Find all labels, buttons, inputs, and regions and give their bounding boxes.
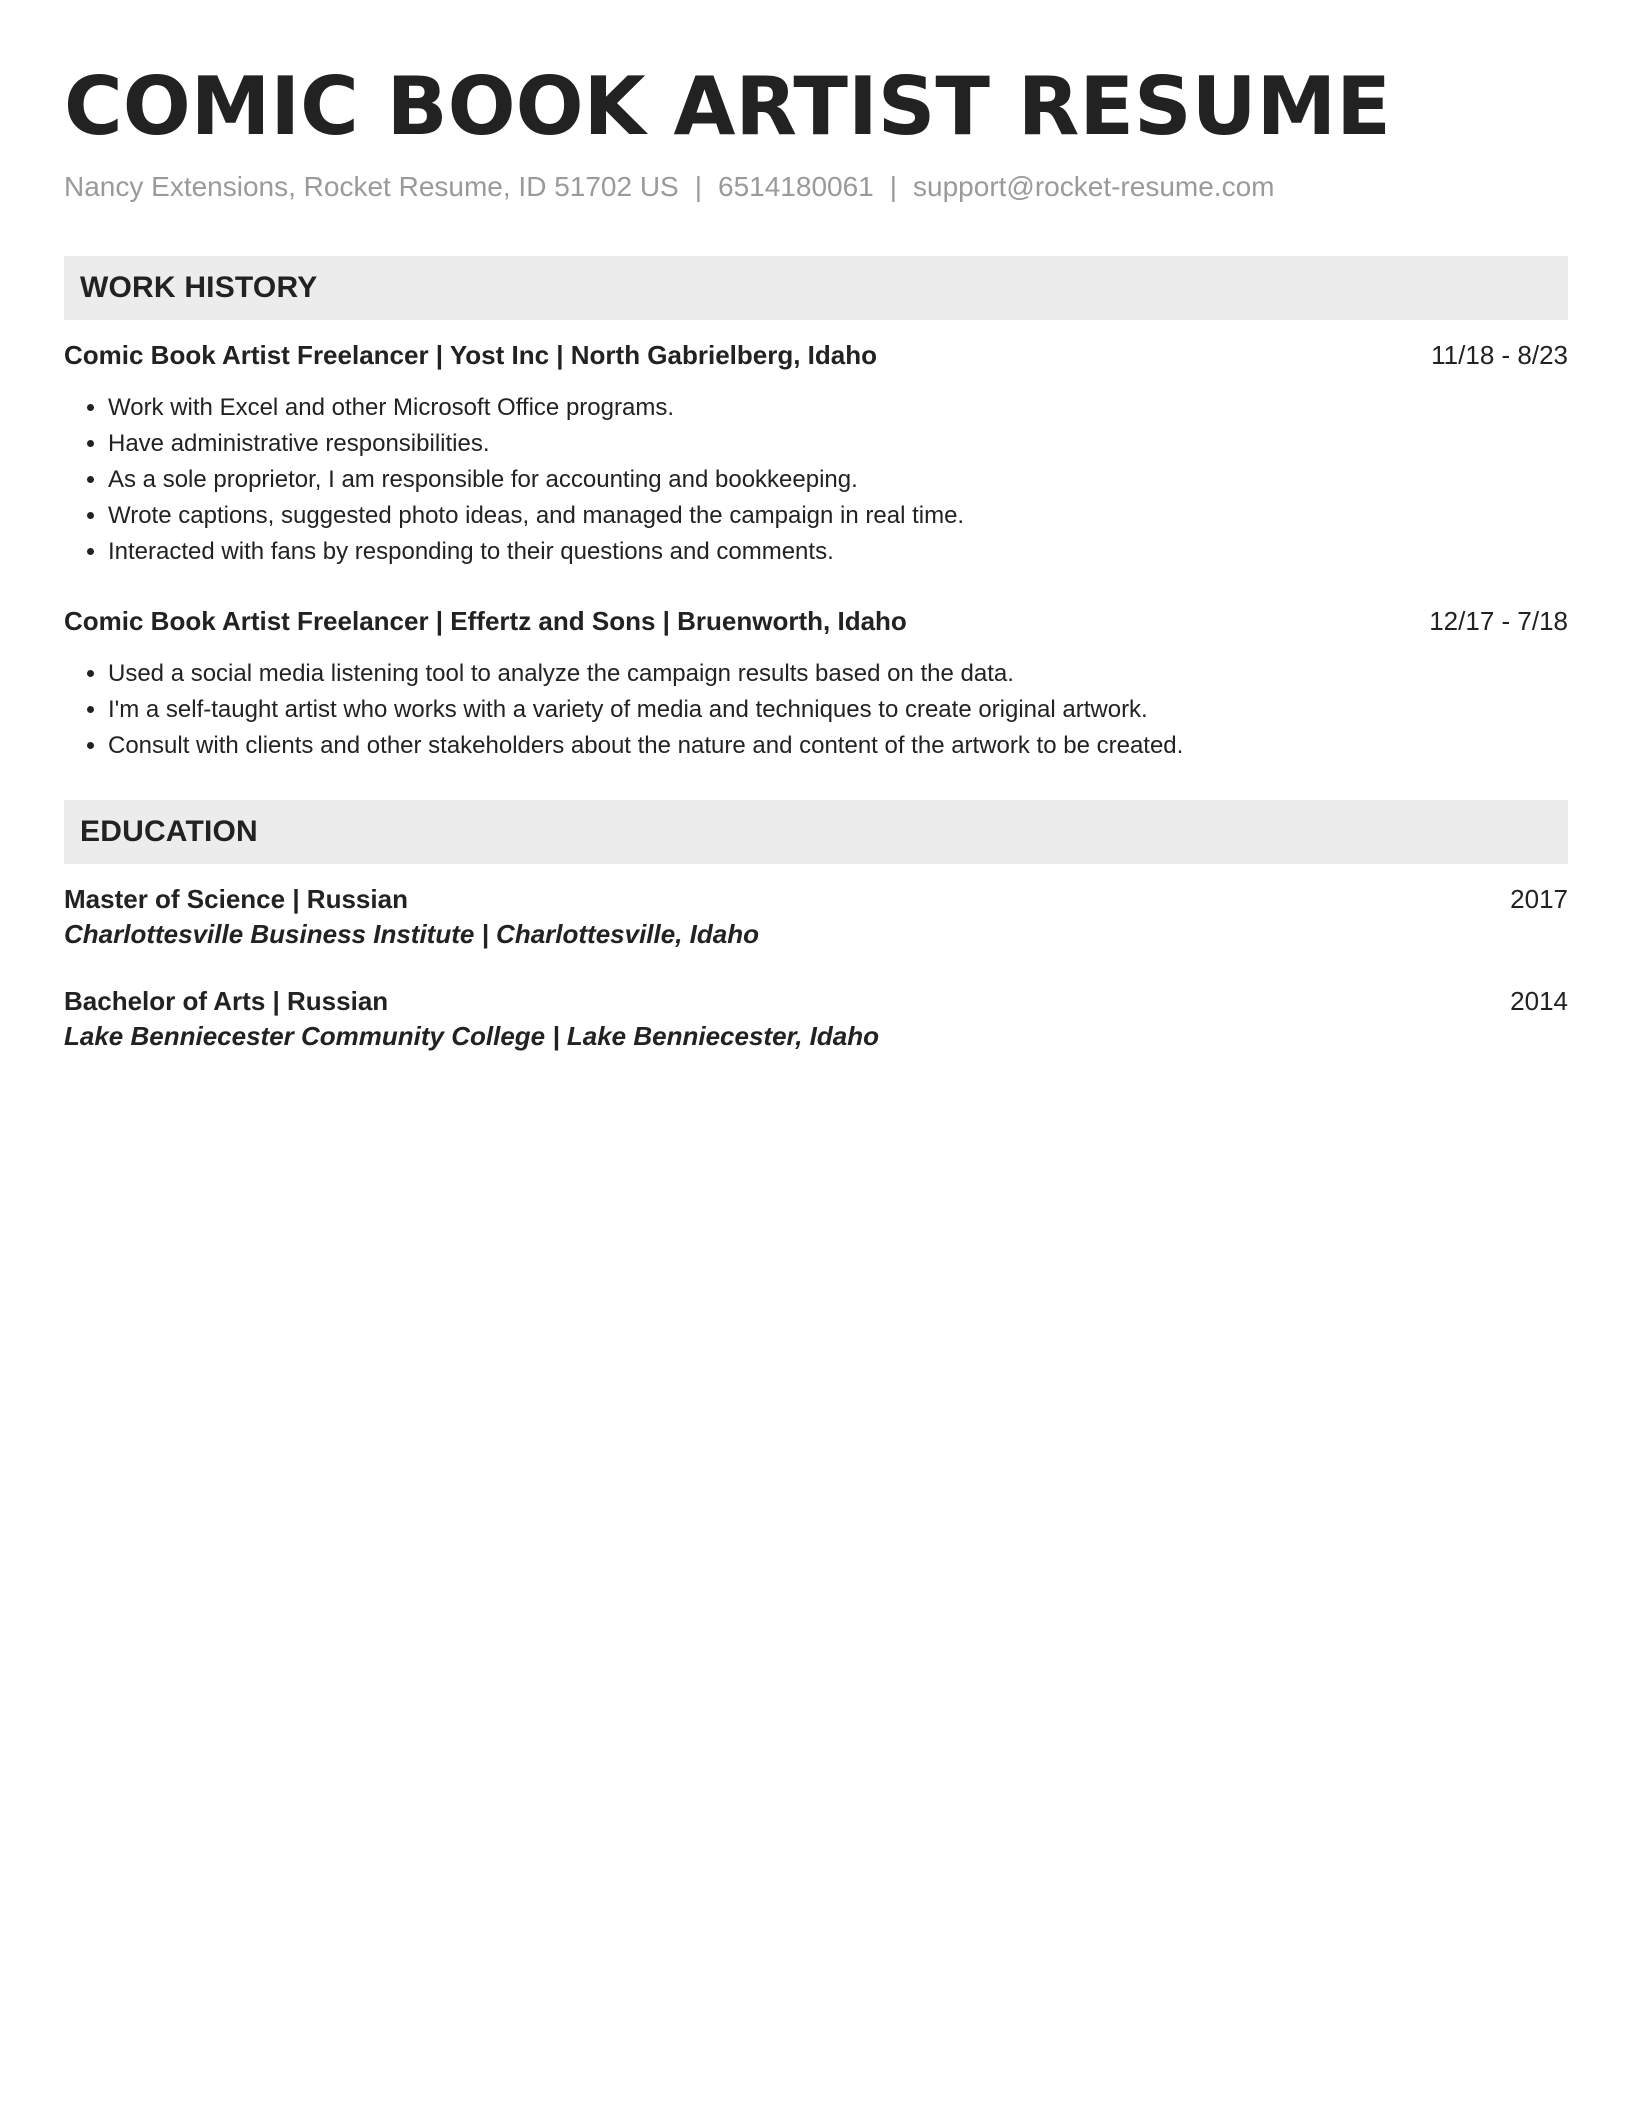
education-entry	[64, 882, 1568, 952]
contact-separator: |	[694, 171, 703, 202]
work-history-header	[64, 256, 1568, 320]
degree-title: Bachelor of Arts | Russian	[64, 986, 389, 1016]
education-heading: EDUCATION	[80, 815, 258, 848]
job-title: Comic Book Artist Freelancer | Effertz and Sons | Bruenworth, Idaho	[64, 606, 907, 636]
job-title: Comic Book Artist Freelancer | Yost Inc | North Gabrielberg, Idaho	[64, 340, 878, 370]
education-entry-header	[64, 984, 1568, 1018]
job-bullet: • As a sole proprietor, I am responsible for accounting and bookkeeping.	[108, 462, 1568, 498]
job-bullet: • I'm a self-taught artist who works with a variety of media and techniques to create original artwork.	[108, 692, 1568, 728]
job-bullets	[64, 656, 1568, 764]
job-dates: 11/18 - 8/23	[1431, 340, 1568, 370]
job-bullet: • Consult with clients and other stakeholders about the nature and content of the artwork to be created.	[108, 728, 1568, 764]
graduation-year: 2017	[1510, 884, 1568, 914]
contact-address: Nancy Extensions, Rocket Resume, ID 51702 US	[64, 171, 679, 202]
education-entry	[64, 984, 1568, 1054]
degree-title: Master of Science | Russian	[64, 884, 408, 914]
education-header	[64, 800, 1568, 864]
contact-separator: |	[889, 171, 898, 202]
job-entry	[64, 604, 1568, 764]
education-entry-header	[64, 882, 1568, 916]
job-bullet: • Work with Excel and other Microsoft Office programs.	[108, 390, 1568, 426]
job-bullet: • Used a social media listening tool to analyze the campaign results based on the data.	[108, 656, 1568, 692]
job-bullet: • Wrote captions, suggested photo ideas, and managed the campaign in real time.	[108, 498, 1568, 534]
job-entry	[64, 338, 1568, 570]
job-header	[64, 338, 1568, 372]
school-name: Charlottesville Business Institute | Charlottesville, Idaho	[64, 919, 759, 949]
job-header	[64, 604, 1568, 638]
contact-phone: 6514180061	[718, 171, 874, 202]
job-bullets	[64, 390, 1568, 570]
job-bullet: • Have administrative responsibilities.	[108, 426, 1568, 462]
contact-email[interactable]: support@rocket-resume.com	[913, 171, 1275, 202]
contact-line	[64, 170, 1568, 204]
school-name: Lake Benniecester Community College | Lake Benniecester, Idaho	[64, 1021, 879, 1051]
resume-title: COMIC BOOK ARTIST RESUME	[64, 60, 1391, 153]
graduation-year: 2014	[1510, 986, 1568, 1016]
job-dates: 12/17 - 7/18	[1429, 606, 1568, 636]
job-bullet: • Interacted with fans by responding to their questions and comments.	[108, 534, 1568, 570]
work-history-heading: WORK HISTORY	[80, 271, 318, 304]
